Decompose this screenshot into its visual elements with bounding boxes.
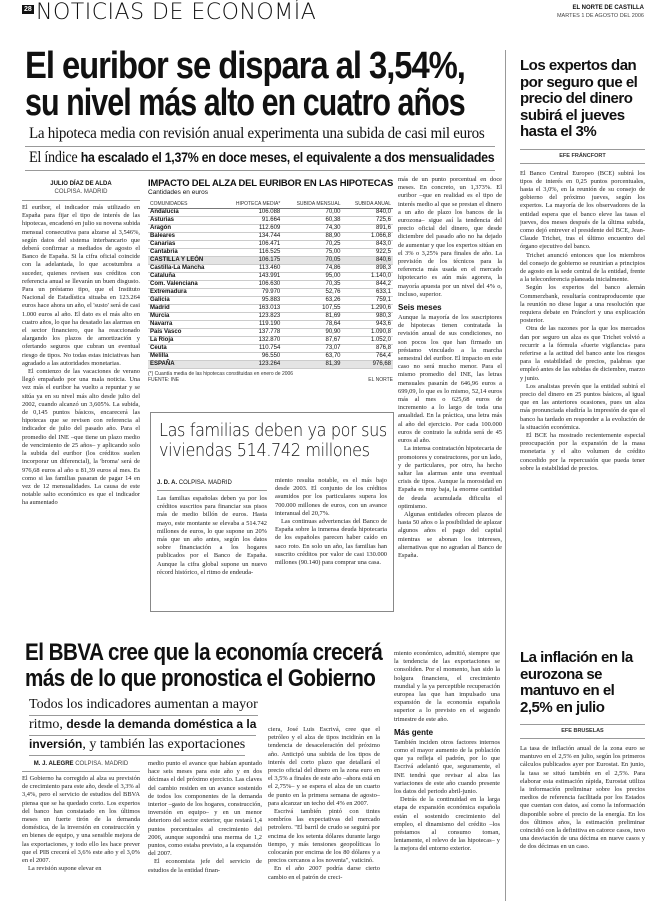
table-subtitle: Cantidades en euros xyxy=(148,189,208,196)
paragraph: Los analistas prevén que la entidad subirá el precio del dinero en 25 puntos básicos, al igual que en las anteriores ocasiones, pues un alza más pronunciada eludiría la impresión de que el banco ha tardado en responder a la evolución de la situación económica. xyxy=(520,382,645,431)
issue-date: MARTES 1 DE AGOSTO DEL 2006 xyxy=(556,13,644,19)
section-title: NOTICIAS DE ECONOMÍA xyxy=(36,0,317,25)
table-cell: 112.609 xyxy=(221,225,282,233)
headline-lead: El BBVA xyxy=(25,639,103,666)
table-cell: 843,0 xyxy=(343,241,394,249)
byline-place: COLPISA. MADRID xyxy=(54,189,108,195)
paragraph: medio punto el avance que habían apuntado hace seis meses para este año y en dos décimas el del próximo ejercicio. Las claves del cambio residen en un avance sostenido de todos los componentes de la demanda interior –gasto de los hogares, construcción, inversión en equipo– y en un menor deterioro del sector exterior, que restará 1,4 puntos porcentuales al crecimiento del 2006, aunque supondrá una merma de 1,2 puntos, como estaba previsto, a la expansión del 2007. xyxy=(148,760,262,858)
subhead-text: ritmo, xyxy=(29,717,67,732)
paragraph: El economista jefe del servicio de estudios de la entidad finan- xyxy=(148,858,262,874)
table-cell: 876,8 xyxy=(343,345,394,353)
box-column-2 xyxy=(275,477,387,607)
paragraph: Detrás de la continuidad en la larga etapa de expansión económica española están el sostenido crecimiento del empleo, el dinamismo del crédito –los préstamos al consumo toman, lentamente, el relevo de las hipotecas– y la mejora del entorno exterior. xyxy=(394,796,500,853)
bbva-column-3 xyxy=(268,726,380,901)
table-cell: 143.991 xyxy=(221,273,282,281)
paragraph: Las familias españolas deben ya por los créditos suscritos para financiar sus pisos más de medio billón de euros. Hasta mayo, este montante se elevaba a 514.742 millones de euros, lo que supone un 20% más que un año antes, según los datos sobre financiación a los hogares publicados por el Banco de España. Aunque la cifra global supone un nuevo récord histórico, el ritmo de endeuda- xyxy=(157,495,267,576)
table-row xyxy=(148,329,393,337)
table-row xyxy=(148,217,393,225)
table-cell: 123.264 xyxy=(221,361,282,369)
table-cell: 63,70 xyxy=(282,353,342,361)
column-header: SUBIDA MENSUAL xyxy=(282,200,342,209)
table-cell: Andalucía xyxy=(148,209,221,217)
bbva-subhead-3 xyxy=(29,736,245,756)
bbva-column-2 xyxy=(148,760,262,901)
paragraph: miento resulta notable, es el más bajo desde 2003. El conjunto de los créditos asumidos por los particulares supera los 700.000 millones de euros, con un avance interanual del 20,7%. xyxy=(275,477,387,517)
paragraph: El Banco Central Europeo (BCE) subirá los tipos de interés en 0,25 puntos porcentuales, hasta el 3,0%, en la reunión de su consejo de gobierno del próximo jueves, según los expertos. La mayoría de los observadores de la entidad espera que el banco eleve las tasas el jueves, dos meses después de la última subida, como dejó entrever el presidente del BCE, Jean-Claude Trichet, tras el último encuentro del órgano ejecutivo del banco. xyxy=(520,169,645,251)
table-cell: 840,0 xyxy=(343,209,394,217)
table-cell: 132.870 xyxy=(221,337,282,345)
sidebar-body xyxy=(520,170,645,613)
table-cell: Canarias xyxy=(148,241,221,249)
headline-line: su nivel más alto en cuatro años xyxy=(25,82,465,124)
table-cell: 1.052,0 xyxy=(343,337,394,345)
table-cell: Aragón xyxy=(148,225,221,233)
table-cell: CASTILLA Y LEÓN xyxy=(148,257,221,265)
lead-byline xyxy=(22,180,140,201)
table-row xyxy=(148,265,393,273)
box-byline xyxy=(157,479,267,491)
table-cell: 980,3 xyxy=(343,313,394,321)
table-row xyxy=(148,313,393,321)
bbva-subhead-1: Todos los indicadores aumentan a mayor xyxy=(29,696,258,716)
column-header: SUBIDA ANUAL xyxy=(343,200,394,209)
sidebar-1 xyxy=(520,58,645,612)
box-column-1 xyxy=(157,495,267,607)
table-cell: Com. Valenciana xyxy=(148,281,221,289)
paragraph: más de un punto porcentual en doce meses. En concreto, un 1,373%. El euribor –que en realidad es el tipo de interés medio al que se prestan el dinero a un año de plazo los bancos de la eurozona– sigue así la tendencia del precio oficial del dinero, que desde diciembre del pasado año no ha dejado de aumentar y que los expertos sitúan en el 3% o 3,25% para finales de año. La previsión de los técnicos para la referencia más usada en el mercado hipotecario es aún más agorera, la mayoría apuesta por un nivel del 4% o, incluso, superior. xyxy=(398,176,502,298)
table-cell: 106.088 xyxy=(221,209,282,217)
sidebar2-body xyxy=(520,745,645,901)
table-cell: 74,30 xyxy=(282,225,342,233)
table-cell: 70,35 xyxy=(282,281,342,289)
table-cell: 79.970 xyxy=(221,289,282,297)
table-cell: Cataluña xyxy=(148,273,221,281)
table-cell: 1.090,8 xyxy=(343,329,394,337)
lead-column-3 xyxy=(398,176,502,612)
subheading: Más gente xyxy=(394,727,434,737)
table-row xyxy=(148,233,393,241)
table-credit: EL NORTE xyxy=(368,377,393,383)
divider xyxy=(22,200,140,201)
table-cell: 96.550 xyxy=(221,353,282,361)
table-row xyxy=(148,257,393,265)
table-row xyxy=(148,345,393,353)
table-row xyxy=(148,289,393,297)
table-cell: La Rioja xyxy=(148,337,221,345)
headline-rest: cree que la economía crecerá más de lo que pronostica el Gobierno xyxy=(25,639,383,692)
table-cell: 95,00 xyxy=(282,273,342,281)
paragraph: También inciden otros factores internos como el mayor aumento de la población que ya refleja el padrón, por lo que Escrivá adelantó que, seguramente, el INE tendrá que revisar al alza las variaciones de este año cuando presente los datos del periodo abril-junio. xyxy=(394,738,500,796)
sidebar-headline: Los expertos dan por seguro que el precio del dinero subirá el jueves hasta el 3% xyxy=(520,57,638,140)
table-cell: 110.754 xyxy=(221,345,282,353)
table-cell: 60,38 xyxy=(282,217,342,225)
bbva-column-1 xyxy=(22,775,140,901)
table-cell: Cantabria xyxy=(148,249,221,257)
sidebar2-source: EFE BRUSELAS xyxy=(520,724,645,739)
table-row xyxy=(148,273,393,281)
divider xyxy=(25,146,495,147)
subhead-text: El índice xyxy=(29,149,81,166)
byline-place: COLPISA. MADRID xyxy=(178,480,232,486)
table-row xyxy=(148,321,393,329)
table-cell: 52,76 xyxy=(282,289,342,297)
table-cell: 1.140,0 xyxy=(343,273,394,281)
paragraph: Aunque la mayoría de los suscriptores de hipotecas tienen contratada la revisión anual de sus condiciones, no son pocos los que han firmado un préstamo vinculado a la marcha semestral del euribor. El impacto en este caso no será mucho menor. Para el mismo promedio del INE, las letras mensuales pasarán de 646,96 euros a 699,09, lo que es lo mismo, 52,14 euros más al mes o 625,68 euros de incremento a lo largo de toda una anualidad. En la práctica, una letra más al año del ejercicio. Por cada 100.000 euros de contrato la subida será de 45 euros al año. xyxy=(398,314,502,445)
column-divider xyxy=(505,50,506,901)
table-cell: 764,4 xyxy=(343,353,394,361)
lead-subhead-2 xyxy=(29,149,494,167)
sidebar2-headline: La inflación en la eurozona se mantuvo en el 2,5% en julio xyxy=(520,649,633,716)
bbva-headline xyxy=(25,640,385,692)
byline-author: M. J. ALEGRE xyxy=(33,761,74,767)
paragraph: Escrivá también pintó con tintes sombríos las expectativas del mercado petrolero. "El barril de crudo se seguirá por encima de los setenta dólares durante largo tiempo, y más tensiones geopolíticas lo colocarán por encima de los 80 dólares y a precios cercanos a los noventa", vaticinó. xyxy=(268,808,380,865)
table-cell: 95.883 xyxy=(221,297,282,305)
table-cell: 106.175 xyxy=(221,257,282,265)
table-cell: 63,26 xyxy=(282,297,342,305)
table-cell: Baleares xyxy=(148,233,221,241)
bbva-subhead-2 xyxy=(29,716,256,736)
table-row xyxy=(148,281,393,289)
table-cell: 1.290,6 xyxy=(343,305,394,313)
table-cell: 898,3 xyxy=(343,265,394,273)
table-cell: 134.744 xyxy=(221,233,282,241)
table-cell: 87,67 xyxy=(282,337,342,345)
euribor-table xyxy=(148,178,393,383)
table-cell: 844,2 xyxy=(343,281,394,289)
paragraph: Las continuas advertencias del Banco de España sobre la inmensa deuda hipotecaria de los españoles parecen haber caído en saco roto. En solo un año, las familias han suscrito créditos por valor de casi 130.000 millones (90.140) para comprar una casa. xyxy=(275,518,387,567)
table-title: IMPACTO DEL ALZA DEL EURIBOR EN LAS HIPOTECAS xyxy=(148,178,394,189)
table-cell: 943,6 xyxy=(343,321,394,329)
table-cell: 163.013 xyxy=(221,305,282,313)
paragraph: El BCE ha mostrado recientemente especial preocupación por la expansión de la masa monetaria y el alto volumen de crédito concedido por la repercusión que pueda tener sobre la estabilidad de precios. xyxy=(520,432,645,472)
subhead-text: , y también las exportaciones xyxy=(82,737,246,752)
table-row xyxy=(148,249,393,257)
table-cell: 81,39 xyxy=(282,361,342,369)
table-cell: Ceuta xyxy=(148,345,221,353)
paragraph: La revisión supone elevar en xyxy=(28,865,102,873)
table-cell: Galicia xyxy=(148,297,221,305)
table-cell: 88,90 xyxy=(282,233,342,241)
headline-line: El euribor se dispara al 3,54%, xyxy=(25,45,465,87)
subhead-bold: inversión xyxy=(29,737,83,751)
table-row xyxy=(148,225,393,233)
column-header: HIPOTECA MEDIA* xyxy=(221,200,282,209)
table-row xyxy=(148,241,393,249)
table-cell: 73,07 xyxy=(282,345,342,353)
byline-author: JULIO DÍAZ DE ALDA xyxy=(50,181,112,187)
table-cell: Madrid xyxy=(148,305,221,313)
table-cell: 90,90 xyxy=(282,329,342,337)
table-cell: 976,68 xyxy=(343,361,394,369)
table-cell: 81,69 xyxy=(282,313,342,321)
sidebar-2 xyxy=(520,650,645,901)
table-cell: 106.630 xyxy=(221,281,282,289)
table-cell: 107,55 xyxy=(282,305,342,313)
sidebar-source: EFE FRÁNCFORT xyxy=(520,149,645,164)
paragraph: El euribor, el indicador más utilizado en España para fijar el tipo de interés de las hipotecas, encadenó en julio su novena subida mensual consecutiva para alzarse al 3,546%, según datos del sistema interbancario que deberá confirmar a mediados de agosto el Banco de España. Si la cifra oficial coincide con la adelantada, lo que acostumbra a suceder, quienes revisen sus créditos con referencia anual se llevarán un buen disgusto. Para un préstamo tipo, que el Instituto Nacional de Estadística situaba en 123.264 euros hace ahora un año, el 'susto' será de casi 1.000 euros al año. El dato es el más alto en cuatro años, lo que ha desatado las alarmas en el sector financiero, que ha reaccionado alargando los plazos de amortización y ofertando seguros que cubran un eventual riesgo de tipos. No todas estas iniciativas han agradado a las autoridades monetarias. xyxy=(22,204,140,367)
paragraph: ciera, José Luis Escrivá, cree que el petróleo y el alza de tipos incidirán en la tendencia de desaceleración del próximo año. Anticipó una subida de los tipos de interés del corto plazo que detallará el precio oficial del dinero en la zona euro en el 3,5% a finales de este año –ahora está en el 2,75%– y se espera el alza de un cuarto de punto en la primera semana de agosto– para alcanzar un techo del 4% en 2007. xyxy=(268,726,380,807)
table-cell: Castilla-La Mancha xyxy=(148,265,221,273)
table-cell: 116.525 xyxy=(221,249,282,257)
table-cell: 113.460 xyxy=(221,265,282,273)
lead-headline xyxy=(25,45,574,124)
table-cell: Melilla xyxy=(148,353,221,361)
table-cell: 70,00 xyxy=(282,209,342,217)
lead-subhead: La hipoteca media con revisión anual experimenta una subida de casi mil euros xyxy=(29,125,485,142)
table-cell: 91.664 xyxy=(221,217,282,225)
paragraph: Otra de las razones por la que los mercados dan por seguro un alza es que Trichet volvió a recurrir a la fórmula «fuerte vigilancia» para referirse a la actitud del banco ante los riesgos para la estabilidad de precios, palabras que empleó antes de las subidas de diciembre, marzo y junio. xyxy=(520,325,645,382)
table-cell: Asturias xyxy=(148,217,221,225)
table-cell: 891,6 xyxy=(343,225,394,233)
byline-author: J. D. A. xyxy=(157,480,178,486)
table-cell: Extremadura xyxy=(148,289,221,297)
table-source: FUENTE: INE xyxy=(148,377,180,383)
table-cell: 75,00 xyxy=(282,249,342,257)
table-cell: Murcia xyxy=(148,313,221,321)
families-debt-box xyxy=(150,412,394,612)
table-cell: 78,64 xyxy=(282,321,342,329)
divider xyxy=(25,170,495,171)
table-cell: Navarra xyxy=(148,321,221,329)
paragraph: Según los expertos del banco alemán Commerzbank, resultaría contraproducente que la reunión no diese lugar a una resolución que requiera debate en Fráncfort y una explicación posterior. xyxy=(520,284,645,325)
table-cell: ESPAÑA xyxy=(148,361,221,369)
box-headline: Las familias deben ya por sus viviendas 514.742 millones xyxy=(159,420,387,461)
table-cell: 70,25 xyxy=(282,241,342,249)
table-cell: 922,5 xyxy=(343,249,394,257)
table-cell: 1.066,8 xyxy=(343,233,394,241)
table-note: (*) Cuantía media de las hipotecas constituidas en enero de 2006 xyxy=(148,371,294,377)
table-cell: 633,1 xyxy=(343,289,394,297)
subheading: Seis meses xyxy=(398,303,442,313)
table-cell: 119.190 xyxy=(221,321,282,329)
table-cell: 759,1 xyxy=(343,297,394,305)
paragraph: La tasa de inflación anual de la zona euro se mantuvo en el 2,5% en julio, según los primeros cálculos publicados ayer por Eurostat. En junio, la tasa se situó también en el 2,5%. Para elaborar esta estimación rápida, Eurostat utiliza la información preliminar sobre los precios medios de referencia facilitada por los Estados que cuentan con datos, así como la información disponible sobre el precio de la energía. En los dos últimos años, la estimación preliminar coincidió con la definitiva en catorce casos, tuvo una desviación de una décima en nueve casos y de dos décimas en un caso. xyxy=(520,745,645,851)
column-header: COMUNIDADES xyxy=(148,200,221,209)
table-cell: 106.471 xyxy=(221,241,282,249)
table-cell: País Vasco xyxy=(148,329,221,337)
table-cell: 70,05 xyxy=(282,257,342,265)
table-cell: 840,6 xyxy=(343,257,394,265)
bbva-byline xyxy=(22,760,140,772)
paragraph: En el año 2007 podría darse cierto cambio en el patrón de creci- xyxy=(268,865,380,881)
table-row xyxy=(148,297,393,305)
table-cell: 137.778 xyxy=(221,329,282,337)
bbva-column-4 xyxy=(394,650,500,901)
table-row xyxy=(148,305,393,313)
table-cell: 74,86 xyxy=(282,265,342,273)
paragraph: El comienzo de las vacaciones de verano llegó empañado por una mala noticia. Una vez más el euribor ha vuelto a repuntar y se sitúa ya en su nivel más alto desde julio del 2002, cuando alcanzó un 3,605%. La subida, de 0,145 puntos básicos, encarecerá las hipotecas que se revisen con referencia al indicador de julio del pasado año. Para el promedio del INE –que tiene un plazo medio de vencimiento de 25 años– y aplicando solo la subida del euribor (los créditos suelen incorporar un diferencial), la 'broma' será de 976,68 euros al año u 81,39 euros al mes. Es como si las familias pasaran de pagar 14 en vez de 12 mensualidades. La causa de este notable salto económico es que el indicador ha aumentado xyxy=(22,368,140,507)
table-row xyxy=(148,361,393,369)
table-cell: 725,6 xyxy=(343,217,394,225)
paragraph: miento económico, admitió, siempre que la tendencia de las exportaciones se consoliden. Por el momento, han sido la holgura financiera, el crecimiento mundial y la ya perceptible recuperación europea las que han impulsado una expansión de la economía española superior a lo previsto en el segundo trimestre de este año. xyxy=(394,650,500,723)
lead-column-1 xyxy=(22,204,140,612)
table-row xyxy=(148,353,393,361)
paragraph: Algunas entidades ofrecen plazos de hasta 50 años o la posibilidad de aplazar algunos años el pago del capital mientras se abonan los intereses, alternativas que no agradan al Banco de España. xyxy=(398,510,502,559)
table-cell: 123.823 xyxy=(221,313,282,321)
paragraph: La intensa contratación hipotecaria de promotores y constructores, por un lado, y de particulares, por otro, ha hecho saltar las alarmas ante una eventual crisis de tipos. Aunque la morosidad en España es muy baja, la enorme cantidad de deuda acumulada dificulta el optimismo. xyxy=(398,445,502,510)
paragraph: El Gobierno ha corregido al alza su previsión de crecimiento para este año, desde el 3,3% al 3,4%, pero el servicio de estudios del BBVA piensa que se ha quedado corto. Los expertos del banco han constatado en los últimos meses un fuerte tirón de la demanda doméstica, de la inversión en construcción y en bienes de equipo, y una sensible mejora de las exportaciones, y todo ello les hace prever que el PIB crecerá el 3,6% este año y el 3,0% en el 2007. xyxy=(22,775,140,865)
byline-place: COLPISA. MADRID xyxy=(75,761,129,767)
subhead-bold: ha escalado el 1,37% en doce meses, el equivalente a dos mensualidades xyxy=(80,150,495,165)
newspaper-name: EL NORTE DE CASTILLA xyxy=(572,5,644,11)
paragraph: Trichet anunció entonces que los miembros del consejo de gobierno se reunirían a principios de agosto en la sede central de la entidad, frente a la teleconferencia planeada inicialmente. xyxy=(520,251,645,284)
subhead-bold: desde la demanda doméstica a la xyxy=(66,717,257,731)
page-number: 28 xyxy=(24,6,32,13)
table-row xyxy=(148,209,393,217)
table-row xyxy=(148,337,393,345)
